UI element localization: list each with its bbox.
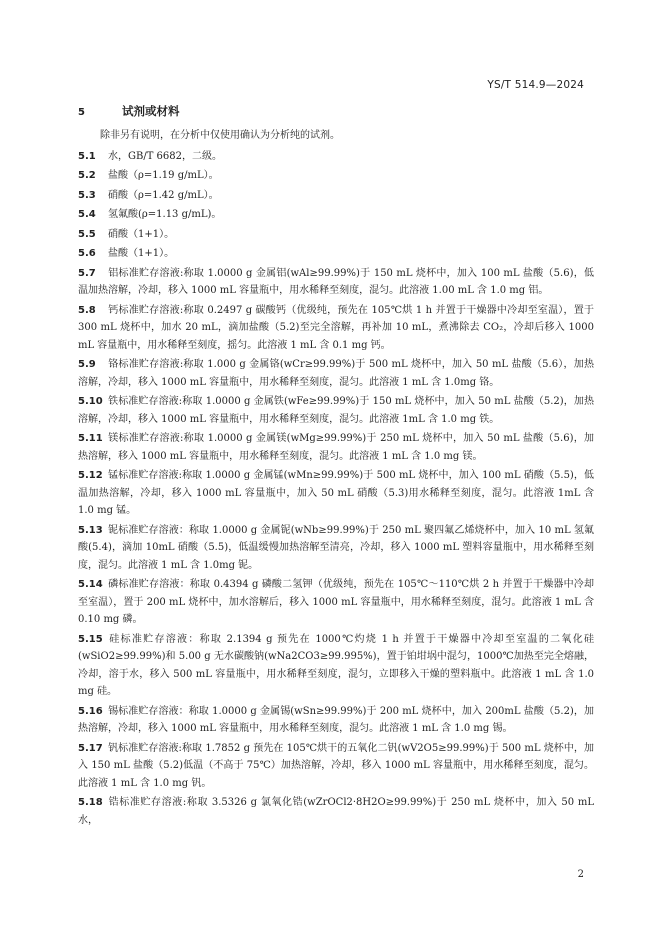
item-text: 氢氟酸(ρ=1.13 g/mL)。 [108, 209, 222, 220]
item-text: 水，GB/T 6682，二级。 [108, 150, 223, 162]
item-number: 5.4 [78, 209, 96, 220]
reagent-item [78, 740, 594, 793]
item-text: 镁标准贮存溶液:称取 1.0000 g 金属镁(wMg≥99.99%)于 250 mL 烧杯中，加入 50 mL 盐酸（5.6)，加热溶解，移入 1000 mL 容量瓶中，用水稀释至刻度，混匀。此溶液 1 mL 含 1.0 mg 镁。 [78, 433, 594, 462]
item-text: 盐酸（ρ=1.19 g/mL）。 [108, 170, 219, 181]
reagent-item [78, 703, 594, 738]
reagent-item [78, 794, 594, 829]
item-number: 5.1 [78, 150, 96, 162]
reagent-item [78, 430, 594, 465]
item-number: 5.12 [78, 470, 103, 481]
item-text: 锡标准贮存溶液：称取 1.0000 g 金属锡(wSn≥99.99%)于 200 mL 烧杯中，加入 200mL 盐酸（5.2)，加热溶解，冷却，移入 1000 mL 容量瓶中，用水稀释至刻度，混匀。此溶液 1 mL 含 1.0 mg 锡。 [78, 705, 594, 734]
reagent-item [78, 245, 594, 263]
reagent-item [78, 576, 594, 629]
intro-paragraph: 除非另有说明，在分析中仅使用确认为分析纯的试剂。 [100, 130, 340, 141]
item-number: 5.5 [78, 228, 96, 240]
item-number: 5.8 [78, 304, 96, 316]
reagent-item [78, 265, 594, 300]
reagent-item [78, 302, 594, 355]
item-number: 5.6 [78, 248, 96, 259]
item-text: 磷标准贮存溶液：称取 0.4394 g 磷酸二氢钾（优级纯，预先在 105℃～110℃烘 2 h 并置于干燥器中冷却至室温），置于 200 mL 烧杯中，加水溶解后，移入 1000 mL 容量瓶中，用水稀释至刻度，混匀。此溶液 1 mL 含 0.10 mg 磷。 [78, 579, 594, 625]
item-text: 铁标准贮存溶液:称取 1.0000 g 金属铁(wFe≥99.99%)于 150 mL 烧杯中，加入 50 mL 盐酸（5.2)，加热溶解，冷却，移入 1000 mL 容量瓶中，用水稀释至刻度，混匀。此溶液 1mL 含 1.0 mg 铁。 [78, 396, 594, 425]
item-number: 5.14 [78, 579, 103, 590]
item-text: 盐酸（1+1）。 [108, 248, 175, 259]
item-number: 5.2 [78, 170, 96, 181]
item-text: 铝标准贮存溶液:称取 1.0000 g 金属铝(wAl≥99.99%)于 150 mL 烧杯中，加入 100 mL 盐酸（5.6)，低温加热溶解，冷却，移入 1000 mL 容量瓶中，用水稀释至刻度，混匀。此溶液 1.00 mL 含 1.0 mg 铝。 [78, 267, 594, 296]
item-text: 硅标准贮存溶液：称取 2.1394 g 预先在 1000℃灼烧 1 h 并置于干燥器中冷却至室温的二氧化硅(wSiO2≥99.99%)和 5.00 g 无水碳酸钠(wNa2CO3≥99.995%)，置于铂坩埚中混匀，1000℃加热至完全熔融，冷却，溶于水，移入 500 mL 容量瓶中，用水稀释至刻度，混匀，立即移入干燥的塑料瓶中。此溶液 1 mL 含 1.0 mg 硅。 [78, 633, 594, 697]
item-text: 硝酸（1+1）。 [108, 228, 175, 240]
reagent-item [78, 467, 594, 520]
section-title: 试剂或材料 [122, 104, 180, 118]
reagent-item [78, 356, 594, 391]
item-list [78, 148, 594, 830]
item-number: 5.3 [78, 189, 96, 201]
item-number: 5.18 [78, 797, 103, 808]
reagent-item [78, 393, 594, 428]
item-number: 5.17 [78, 742, 103, 754]
item-number: 5.7 [78, 267, 96, 279]
item-text: 钙标准贮存溶液:称取 0.2497 g 碳酸钙（优级纯，预先在 105℃烘 1 h 并置于干燥器中冷却至室温），置于 300 mL 烧杯中，加水 20 mL，滴加盐酸（5.2)至完全溶解，再补加 10 mL，煮沸除去 CO₂，冷却后移入 1000 mL 容量瓶中，用水稀释至刻度，摇匀。此溶液 1 mL 含 0.1 mg 钙。 [78, 304, 594, 351]
item-number: 5.9 [78, 359, 96, 370]
section-heading [78, 103, 180, 119]
item-text: 锰标准贮存溶液:称取 1.0000 g 金属锰(wMn≥99.99%)于 500 mL 烧杯中，加入 100 mL 硝酸（5.5)，低温加热溶解，冷却，移入 1000 mL 容量瓶中，加入 50 mL 硝酸（5.3)用水稀释至刻度，混匀。此溶液 1mL 含 1.0 mg 锰。 [78, 470, 594, 516]
reagent-item [78, 226, 594, 244]
section-body [78, 127, 594, 831]
item-number: 5.11 [78, 433, 103, 444]
item-number: 5.13 [78, 524, 103, 536]
page-number: 2 [577, 869, 584, 880]
section-number: 5 [78, 107, 85, 118]
reagent-item [78, 522, 594, 575]
item-number: 5.15 [78, 633, 103, 645]
reagent-item [78, 631, 594, 701]
reagent-item [78, 167, 594, 185]
item-text: 硝酸（ρ=1.42 g/mL）。 [108, 189, 219, 201]
item-number: 5.10 [78, 396, 103, 407]
reagent-item [78, 148, 594, 166]
item-text: 铬标准贮存溶液:称取 1.000 g 金属铬(wCr≥99.99%)于 500 mL 烧杯中，加入 50 mL 盐酸（5.6），加热溶解，冷却，移入 1000 mL 容量瓶中，用水稀释至刻度，混匀。此溶液 1 mL 含 1.0mg 铬。 [78, 359, 594, 388]
item-text: 铌标准贮存溶液：称取 1.0000 g 金属铌(wNb≥99.99%)于 250 mL 聚四氟乙烯烧杯中，加入 10 mL 氢氟酸(5.4)，滴加 10mL 硝酸（5.5)，低温缓慢加热溶解至清亮，冷却，移入 1000 mL 塑料容量瓶中，用水稀释至刻度，混匀。此溶液 1 mL 含 1.0mg 铌。 [78, 524, 594, 571]
reagent-item [78, 187, 594, 205]
standard-code: YS/T 514.9—2024 [487, 79, 584, 91]
reagent-item [78, 206, 594, 224]
item-text: 钒标准贮存溶液:称取 1.7852 g 预先在 105℃烘干的五氧化二钒(wV2O5≥99.99%)于 500 mL 烧杯中，加入 150 mL 盐酸（5.2)低温（不高于 75℃）加热溶解，冷却，移入 1000 mL 容量瓶中，用水稀释至刻度，混匀。此溶液 1 mL 含 1.0 mg 钒。 [78, 742, 594, 789]
item-number: 5.16 [78, 705, 103, 717]
item-text: 锆标准贮存溶液:称取 3.5326 g 氯氧化锆(wZrOCl2·8H2O≥99.99%)于 250 mL 烧杯中，加入 50 mL 水， [78, 797, 594, 826]
